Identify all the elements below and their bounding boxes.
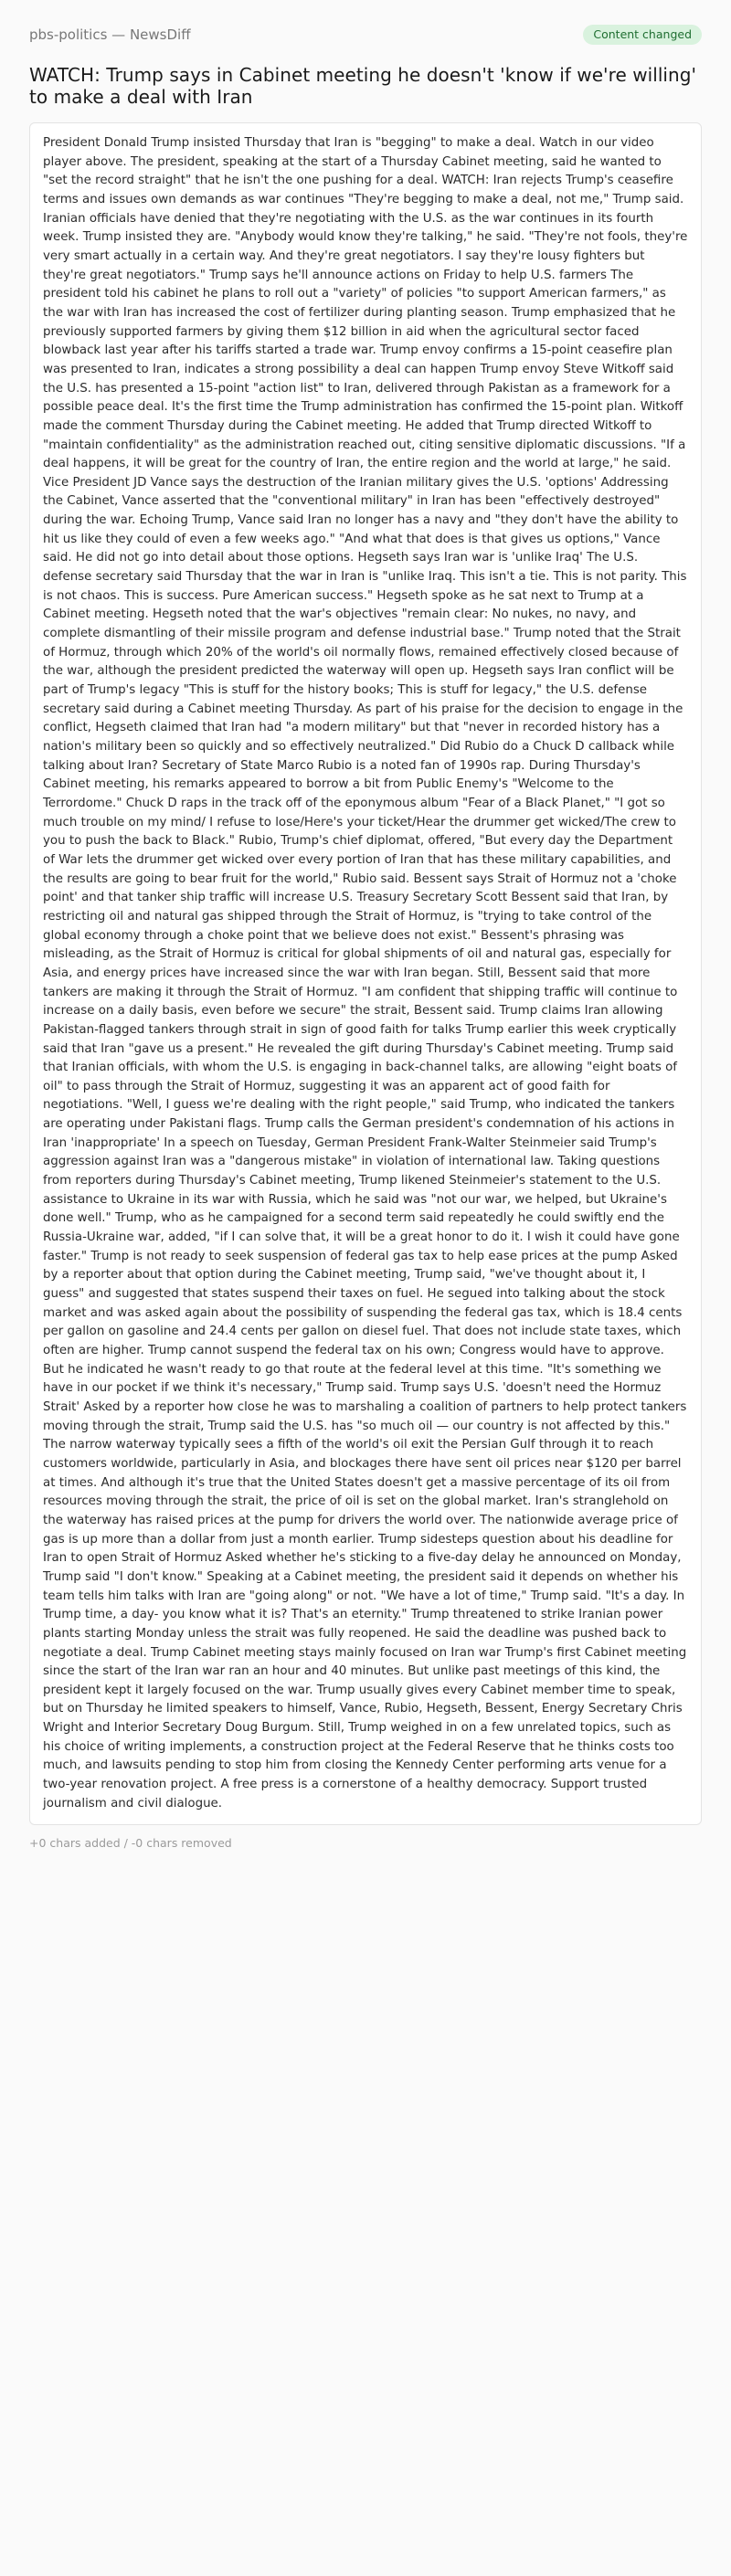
article-title: WATCH: Trump says in Cabinet meeting he doesn't 'know if we're willing' to make a deal with Iran bbox=[29, 64, 697, 108]
article-card bbox=[29, 122, 702, 1825]
header-bar bbox=[29, 26, 702, 44]
diff-stats: +0 chars added / -0 chars removed bbox=[29, 1836, 232, 1851]
source-label: pbs-politics — NewsDiff bbox=[29, 26, 191, 43]
article-body: President Donald Trump insisted Thursday that Iran is "begging" to make a deal. Watch in our video player above. The president, speaking at the start of a Thursday Cabinet meeting, said he wanted to "set the record straight" that he isn't the one pushing for a deal. WATCH: Iran rejects Trump's ceasefire terms and issues own demands as war continues "They're begging to make a deal, not me," Trump said. Iranian officials have denied that they're negotiating with the U.S. as the war continues in its fourth week. Trump insisted they are. "Anybody would know they're talking," he said. "They're not fools, they're very smart actually in a certain way. And they're great negotiators. I say they're lousy fighters but they're great negotiators." Trump says he'll announce actions on Friday to help U.S. farmers The president told his cabinet he plans to roll out a "variety" of policies "to support American farmers," as the war with Iran has increased the cost of fertilizer during planting season. Trump emphasized that he previously supported farmers by giving them $12 billion in aid when the agricultural sector faced blowback last year after his tariffs started a trade war. Trump envoy confirms a 15-point ceasefire plan was presented to Iran, indicates a strong possibility a deal can happen Trump envoy Steve Witkoff said the U.S. has presented a 15-point "action list" to Iran, delivered through Pakistan as a framework for a possible peace deal. It's the first time the Trump administration has confirmed the 15-point plan. Witkoff made the comment Thursday during the Cabinet meeting. He added that Trump directed Witkoff to "maintain confidentiality" as the administration reached out, citing sensitive diplomatic discussions. "If a deal happens, it will be great for the country of Iran, the entire region and the world at large," he said. Vice President JD Vance says the destruction of the Iranian military gives the U.S. 'options' Addressing the Cabinet, Vance asserted that the "conventional military" in Iran has been "effectively destroyed" during the war. Echoing Trump, Vance said Iran no longer has a navy and "they don't have the ability to hit us like they could of even a few weeks ago." "And what that does is that gives us options," Vance said. He did not go into detail about those options. Hegseth says Iran war is 'unlike Iraq' The U.S. defense secretary said Thursday that the war in Iran is "unlike Iraq. This isn't a tie. This is not parity. This is not chaos. This is success. Pure American success." Hegseth spoke as he sat next to Trump at a Cabinet meeting. Hegseth noted that the war's objectives "remain clear: No nukes, no navy, and complete dismantling of their missile program and defense industrial base." Trump noted that the Strait of Hormuz, through which 20% of the world's oil normally flows, remained effectively closed because of the war, although the president predicted the waterway will open up. Hegseth says Iran conflict will be part of Trump's legacy "This is stuff for the history books; This is stuff for legacy," the U.S. defense secretary said during a Cabinet meeting Thursday. As part of his praise for the decision to engage in the conflict, Hegseth claimed that Iran had "a modern military" but that "never in recorded history has a nation's military been so quickly and so effectively neutralized." Did Rubio do a Chuck D callback while talking about Iran? Secretary of State Marco Rubio is a noted fan of 1990s rap. During Thursday's Cabinet meeting, his remarks appeared to borrow a bit from Public Enemy's "Welcome to the Terrordome." Chuck D raps in the track off of the eponymous album "Fear of a Black Planet," "I got so much trouble on my mind/ I refuse to lose/Here's your ticket/Hear the drummer get wicked/The crew to you to push the back to Black." Rubio, Trump's chief diplomat, offered, "But every day the Department of War lets the drummer get wicked over every portion of Iran that has these military capabilities, and the results are going to bear fruit for the world," Rubio said. Bessent says Strait of Hormuz not a 'choke point' and that tanker ship traffic will increase U.S. Treasury Secretary Scott Bessent said that Iran, by restricting oil and natural gas shipped through the Strait of Hormuz, is "trying to take control of the global economy through a choke point that we believe does not exist." Bessent's phrasing was misleading, as the Strait of Hormuz is critical for global shipments of oil and natural gas, especially for Asia, and energy prices have increased since the war with Iran began. Still, Bessent said that more tankers are making it through the Strait of Hormuz. "I am confident that shipping traffic will continue to increase on a daily basis, even before we secure" the strait, Bessent said. Trump claims Iran allowing Pakistan-flagged tankers through strait in sign of good faith for talks Trump earlier this week cryptically said that Iran "gave us a present." He revealed the gift during Thursday's Cabinet meeting. Trump said that Iranian officials, with whom the U.S. is engaging in back-channel talks, are allowing "eight boats of oil" to pass through the Strait of Hormuz, suggesting it was an apparent act of good faith for negotiations. "Well, I guess we're dealing with the right people," said Trump, who indicated the tankers are operating under Pakistani flags. Trump calls the German president's condemnation of his actions in Iran 'inappropriate' In a speech on Tuesday, German President Frank-Walter Steinmeier said Trump's aggression against Iran was a "dangerous mistake" in violation of international law. Taking questions from reporters during Thursday's Cabinet meeting, Trump likened Steinmeier's statement to the U.S. assistance to Ukraine in its war with Russia, which he said was "not our war, we helped, but Ukraine's done well." Trump, who as he campaigned for a second term said repeatedly he could swiftly end the Russia-Ukraine war, added, "if I can solve that, it will be a great honor to do it. I wish it could have gone faster." Trump is not ready to seek suspension of federal gas tax to help ease prices at the pump Asked by a reporter about that option during the Cabinet meeting, Trump said, "we've thought about it, I guess" and suggested that states suspend their taxes on fuel. He segued into talking about the stock market and was asked again about the possibility of suspending the federal gas tax, which is 18.4 cents per gallon on gasoline and 24.4 cents per gallon on diesel fuel. That does not include state taxes, which often are higher. Trump cannot suspend the federal tax on his own; Congress would have to approve. But he indicated he wasn't ready to go that route at the federal level at this time. "It's something we have in our pocket if we think it's necessary," Trump said. Trump says U.S. 'doesn't need the Hormuz Strait' Asked by a reporter how close he was to marshaling a coalition of partners to help protect tankers moving through the strait, Trump said the U.S. has "so much oil — our country is not affected by this." The narrow waterway typically sees a fifth of the world's oil exit the Persian Gulf through it to reach customers worldwide, particularly in Asia, and blockages there have sent oil prices near $120 per barrel at times. And although it's true that the United States doesn't get a massive percentage of its oil from resources moving through the strait, the price of oil is set on the global market. Iran's stranglehold on the waterway has raised prices at the pump for drivers the world over. The nationwide average price of gas is up more than a dollar from just a month earlier. Trump sidesteps question about his deadline for Iran to open Strait of Hormuz Asked whether he's sticking to a five-day delay he announced on Monday, Trump said "I don't know." Speaking at a Cabinet meeting, the president said it depends on whether his team tells him talks with Iran are "going along" or not. "We have a lot of time," Trump said. "It's a day. In Trump time, a day- you know what it is? That's an eternity." Trump threatened to strike Iranian power plants starting Monday unless the strait was fully reopened. He said the deadline was pushed back to negotiate a deal. Trump Cabinet meeting stays mainly focused on Iran war Trump's first Cabinet meeting since the start of the Iran war ran an hour and 40 minutes. But unlike past meetings of this kind, the president kept it largely focused on the war. Trump usually gives every Cabinet member time to speak, but on Thursday he limited speakers to himself, Vance, Rubio, Hegseth, Bessent, Energy Secretary Chris Wright and Interior Secretary Doug Burgum. Still, Trump weighed in on a few unrelated topics, such as his choice of writing implements, a construction project at the Federal Reserve that he thinks costs too much, and lawsuits pending to stop him from closing the Kennedy Center performing arts venue for a two-year renovation project. A free press is a cornerstone of a healthy democracy. Support trusted journalism and civil dialogue. bbox=[43, 136, 688, 1811]
status-badge: Content changed bbox=[583, 25, 702, 45]
